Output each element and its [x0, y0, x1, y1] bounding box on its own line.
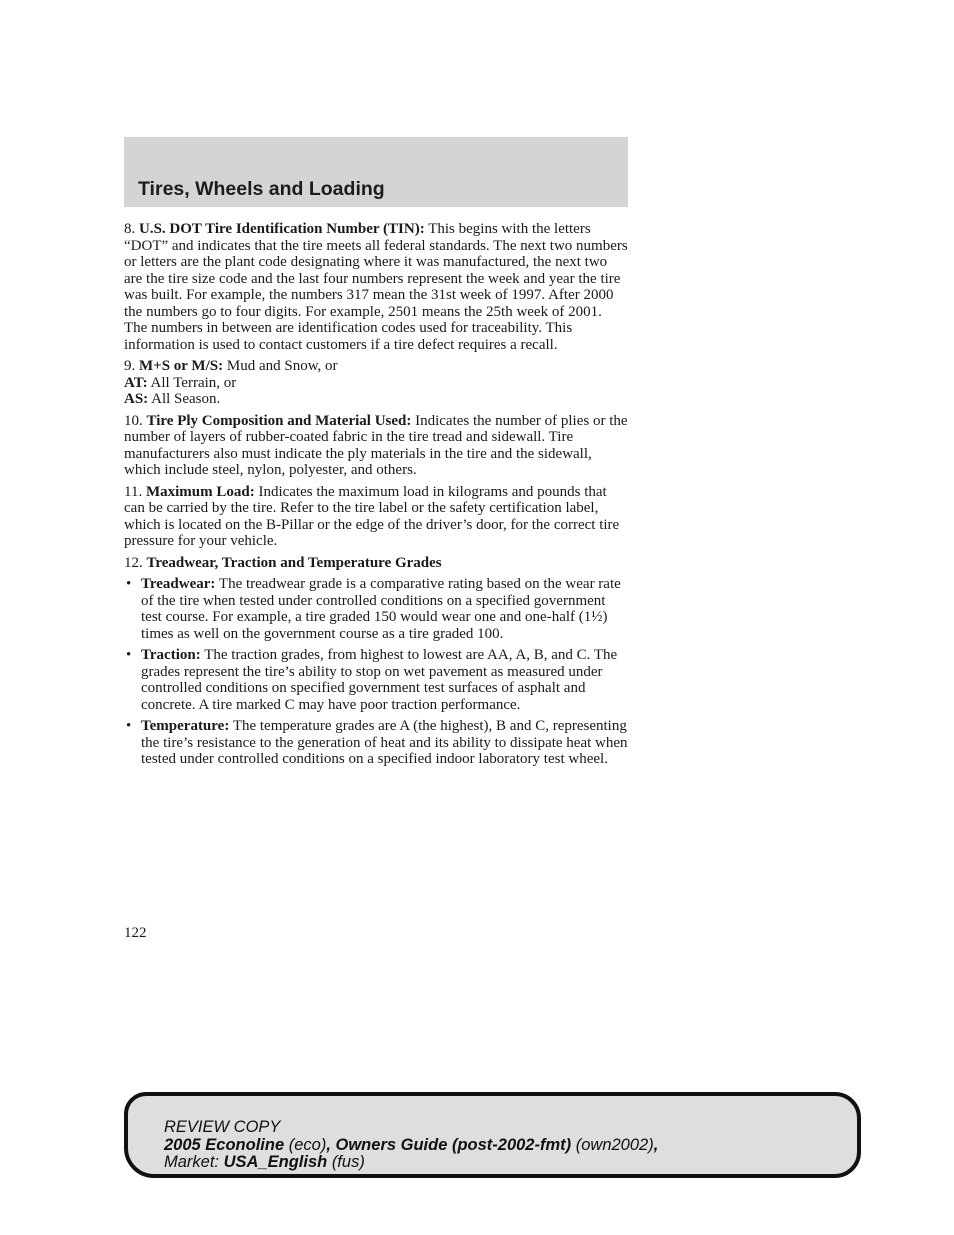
list-item-temperature: [124, 718, 628, 768]
item-text: All Terrain, or: [150, 374, 237, 391]
item-9-line-1: [124, 358, 628, 375]
review-copy-footer: [124, 1092, 861, 1178]
item-term: U.S. DOT Tire Identification Number (TIN):: [139, 221, 425, 237]
page-content: [124, 221, 628, 773]
item-10: [124, 413, 628, 479]
footer-model: 2005 Econoline: [164, 1135, 285, 1154]
footer-separator: ,: [653, 1135, 659, 1154]
item-11: [124, 484, 628, 550]
item-number: 12.: [124, 554, 143, 571]
item-text: The temperature grades are A (the highest), B and C, representing the tire’s resistance to the generation of heat and its ability to dissipate heat when tested under controlled conditions on a specified indoor laboratory test wheel.: [141, 718, 628, 767]
item-term: Maximum Load:: [145, 483, 255, 500]
footer-market-label: Market:: [164, 1153, 220, 1171]
footer-model-code: (eco): [288, 1135, 327, 1154]
footer-separator: ,: [326, 1135, 331, 1154]
grades-list: [124, 576, 628, 768]
footer-text: [164, 1119, 658, 1172]
item-9-line-3: [124, 391, 628, 408]
item-term: AT:: [124, 374, 148, 391]
footer-line-2: [164, 1137, 658, 1155]
item-text: All Season.: [151, 391, 221, 407]
bullet-icon: •: [126, 576, 132, 592]
item-text: This begins with the letters “DOT” and indicates that the tire meets all federal standards. The next two numbers or letters are the plant code designating where it was manufactured, the next two are the tire size code and the last four numbers represent the week and year the tire was built. For example, the numbers 317 mean the 31st week of 1997. After 2000 the numbers go to four digits. For example, 2501 means the 25th week of 2001. The numbers in between are identification codes used for traceability. This information is used to contact customers if a tire defect requires a recall.: [124, 221, 628, 353]
item-12: [124, 555, 628, 572]
item-number: 9.: [124, 358, 136, 374]
item-text: Indicates the maximum load in kilograms and pounds that can be carried by the tire. Refer to the tire label or the safety certification label, which is located on the B-Pillar or the edge of the driver’s door, for the correct tire pressure for your vehicle.: [124, 483, 620, 549]
item-9: [124, 358, 628, 408]
item-term: Treadwear:: [141, 576, 216, 592]
item-number: 10.: [124, 412, 143, 429]
list-item-treadwear: [124, 576, 628, 642]
footer-market-code: (fus): [331, 1153, 365, 1171]
item-9-line-2: [124, 375, 628, 392]
footer-market: USA_English: [223, 1153, 328, 1171]
footer-line-3: [164, 1154, 658, 1172]
item-8: [124, 221, 628, 353]
item-text: Indicates the number of plies or the number of layers of rubber-coated fabric in the tire tread and sidewall. Tire manufacturers also must indicate the ply materials in the tire and the sidewall, which include steel, nylon, polyester, and others.: [124, 412, 628, 478]
section-header-band: [124, 137, 628, 207]
item-number: 11.: [124, 483, 143, 500]
bullet-icon: •: [126, 718, 132, 734]
item-term: Temperature:: [141, 718, 230, 734]
page-number: 122: [124, 925, 147, 941]
item-text: Mud and Snow, or: [226, 358, 338, 374]
item-text: The traction grades, from highest to lowest are AA, A, B, and C. The grades represent the tire’s ability to stop on wet pavement as measured under controlled conditions on specified government test surfaces of asphalt and concrete. A tire marked C may have poor traction performance.: [141, 647, 618, 713]
item-number: 8.: [124, 221, 136, 237]
item-text: The treadwear grade is a comparative rating based on the wear rate of the tire when tested under controlled conditions on a specified government test course. For example, a tire graded 150 would wear one and one-half (1½) times as well on the government course as a tire graded 100.: [141, 576, 621, 642]
review-copy-label: REVIEW COPY: [164, 1118, 281, 1136]
item-term: M+S or M/S:: [139, 358, 224, 374]
list-item-traction: [124, 647, 628, 713]
footer-guide: Owners Guide (post-2002-fmt): [335, 1135, 572, 1154]
item-term: Tire Ply Composition and Material Used:: [146, 412, 412, 429]
item-term: Traction:: [141, 647, 201, 663]
footer-guide-code: (own2002): [575, 1135, 654, 1154]
item-term: Treadwear, Traction and Temperature Grades: [146, 554, 442, 571]
section-title: Tires, Wheels and Loading: [138, 178, 385, 200]
item-term: AS:: [124, 391, 149, 407]
bullet-icon: •: [126, 647, 132, 663]
